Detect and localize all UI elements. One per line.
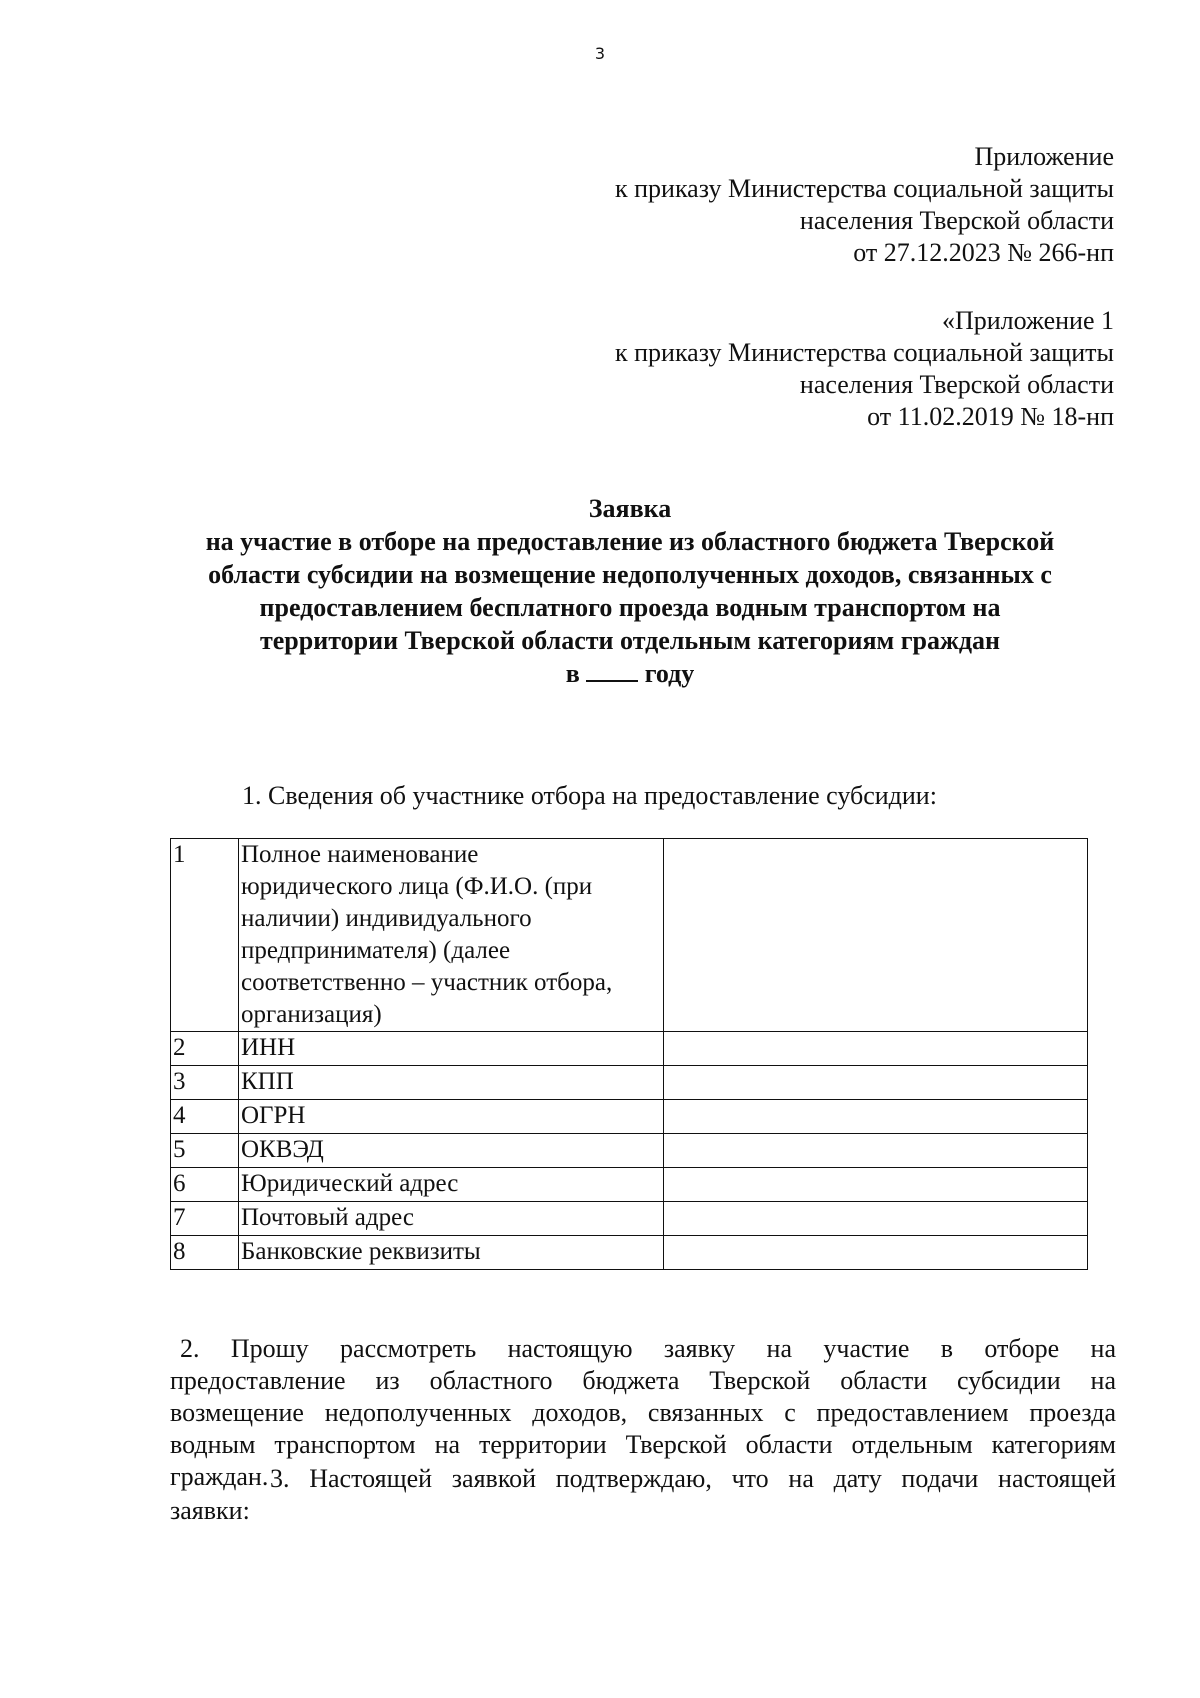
row-value-field[interactable] xyxy=(664,1168,1088,1202)
title-line: территории Тверской области отдельным категориям граждан xyxy=(260,626,1000,655)
appendix-header-line: населения Тверской области xyxy=(799,206,1114,235)
row-value-field[interactable] xyxy=(664,1202,1088,1236)
row-label: Почтовый адрес xyxy=(239,1202,664,1236)
row-value-field[interactable] xyxy=(664,1100,1088,1134)
row-label: ОКВЭД xyxy=(239,1134,664,1168)
paragraph-line: предоставление из областного бюджета Тверской области субсидии на xyxy=(170,1366,1116,1395)
paragraph-line: 2. Прошу рассмотреть настоящую заявку на участие в отборе на xyxy=(180,1334,1116,1363)
row-number: 2 xyxy=(171,1032,239,1066)
document-title xyxy=(150,492,1110,690)
row-number: 7 xyxy=(171,1202,239,1236)
appendix-header-line: к приказу Министерства социальной защиты xyxy=(614,174,1114,203)
row-number: 1 xyxy=(171,839,239,1032)
row-label: КПП xyxy=(239,1066,664,1100)
table-row xyxy=(171,1202,1088,1236)
title-year-prefix: в xyxy=(565,659,580,688)
appendix-1-header-line: населения Тверской области xyxy=(799,370,1114,399)
row-label-line: наличии) индивидуального xyxy=(241,905,532,932)
row-value-field[interactable] xyxy=(664,1066,1088,1100)
year-blank-field[interactable] xyxy=(586,658,638,682)
paragraph-line: граждан. xyxy=(170,1462,269,1491)
row-label: ОГРН xyxy=(239,1100,664,1134)
paragraph-line: возмещение недополученных доходов, связанных с предоставлением проезда xyxy=(170,1398,1116,1427)
row-number: 4 xyxy=(171,1100,239,1134)
title-line: предоставлением бесплатного проезда водным транспортом на xyxy=(259,593,1001,622)
row-value-field[interactable] xyxy=(664,1134,1088,1168)
paragraph-3 xyxy=(170,1463,1116,1527)
table-row xyxy=(171,1134,1088,1168)
appendix-1-header-line: «Приложение 1 xyxy=(941,306,1114,335)
appendix-header-line: от 27.12.2023 № 266-нп xyxy=(853,238,1114,267)
table-row xyxy=(171,1032,1088,1066)
row-value-field[interactable] xyxy=(664,1236,1088,1270)
row-number: 5 xyxy=(171,1134,239,1168)
table-row xyxy=(171,1236,1088,1270)
paragraph-line: заявки: xyxy=(170,1496,250,1525)
table-row xyxy=(171,839,1088,1032)
title-line: на участие в отборе на предоставление из областного бюджета Тверской xyxy=(205,527,1055,556)
row-label: Юридический адрес xyxy=(239,1168,664,1202)
row-number: 6 xyxy=(171,1168,239,1202)
paragraph-line: водным транспортом на территории Тверской области отдельным категориям xyxy=(170,1430,1116,1459)
row-label-line: юридического лица (Ф.И.О. (при xyxy=(241,873,593,900)
row-value-field[interactable] xyxy=(664,1032,1088,1066)
row-label-line: организация) xyxy=(241,1001,382,1028)
row-label: ИНН xyxy=(239,1032,664,1066)
table-row xyxy=(171,1100,1088,1134)
table-row xyxy=(171,1168,1088,1202)
paragraph-line: 3. Настоящей заявкой подтверждаю, что на дату подачи настоящей xyxy=(270,1464,1116,1493)
row-label-line: соответственно – участник отбора, xyxy=(241,969,613,996)
row-label-line: предпринимателя) (далее xyxy=(241,937,511,964)
title-heading: Заявка xyxy=(588,494,672,523)
row-label-line: Полное наименование xyxy=(241,841,479,868)
row-number: 3 xyxy=(171,1066,239,1100)
appendix-1-header xyxy=(615,305,1114,433)
title-line: области субсидии на возмещение недополученных доходов, связанных с xyxy=(208,560,1052,589)
title-year-line xyxy=(150,657,1110,690)
row-label xyxy=(239,839,664,1032)
appendix-1-header-line: от 11.02.2019 № 18-нп xyxy=(867,402,1114,431)
section-1-heading: 1. Сведения об участнике отбора на предоставление субсидии: xyxy=(242,781,937,810)
row-value-field[interactable] xyxy=(664,839,1088,1032)
appendix-header-line: Приложение xyxy=(974,142,1114,171)
appendix-1-header-line: к приказу Министерства социальной защиты xyxy=(614,338,1114,367)
participant-info-table xyxy=(170,838,1088,1270)
appendix-header xyxy=(615,141,1114,269)
title-year-suffix: году xyxy=(644,659,695,688)
row-number: 8 xyxy=(171,1236,239,1270)
table-row xyxy=(171,1066,1088,1100)
page-number: 3 xyxy=(594,44,606,63)
row-label: Банковские реквизиты xyxy=(239,1236,664,1270)
